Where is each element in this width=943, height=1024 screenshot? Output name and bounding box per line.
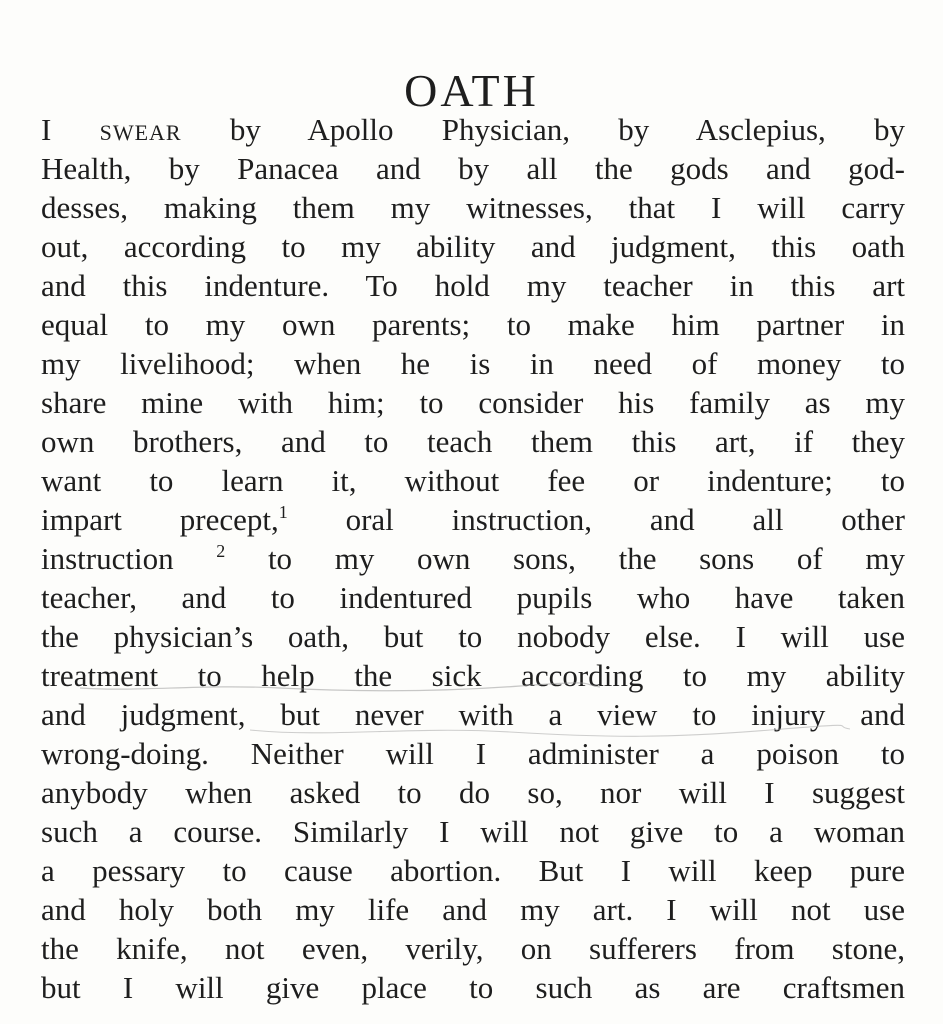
text-line-14: the physician’s oath, but to nobody else. I will use xyxy=(41,619,905,654)
intro-smallcaps: swear xyxy=(99,112,182,147)
text-line-5: and this indenture. To hold my teacher in this art xyxy=(41,268,905,303)
text-line-9: own brothers, and to teach them this art, if they xyxy=(41,424,905,459)
text-line-13: teacher, and to indentured pupils who have taken xyxy=(41,580,905,615)
text-line-17: wrong-doing. Neither will I administer a poison to xyxy=(41,736,905,771)
footnote-marker-1: 1 xyxy=(278,502,288,522)
text-line-15: treatment to help the sick according to my ability xyxy=(41,658,905,693)
intro-rest: by Apollo Physician, by Asclepius, by xyxy=(229,112,906,147)
text-line-19: such a course. Similarly I will not give to a woman xyxy=(41,814,905,849)
text-line-1 xyxy=(41,110,905,149)
page-title: OATH xyxy=(404,64,539,116)
text-line-20: a pessary to cause abortion. But I will keep pure xyxy=(41,853,905,888)
oath-text-body xyxy=(41,110,905,1007)
text-line-2: Health, by Panacea and by all the gods and god- xyxy=(41,151,905,186)
text-line-8: share mine with him; to consider his family as my xyxy=(41,385,905,420)
text-line-6: equal to my own parents; to make him partner in xyxy=(41,307,905,342)
text-line-23: but I will give place to such as are craftsmen xyxy=(41,970,905,1005)
text-line-3: desses, making them my witnesses, that I will carry xyxy=(41,190,905,225)
text-line-12 xyxy=(41,539,905,578)
precept-rest: oral instruction, and all other xyxy=(287,502,906,537)
text-line-18: anybody when asked to do so, nor will I suggest xyxy=(41,775,905,810)
text-line-4: out, according to my ability and judgment, this oath xyxy=(41,229,905,264)
text-line-16: and judgment, but never with a view to injury and xyxy=(41,697,905,732)
text-line-7: my livelihood; when he is in need of money to xyxy=(41,346,905,381)
precept-text: impart precept, xyxy=(41,502,279,537)
instruction-text: instruction xyxy=(41,541,174,576)
intro-lead: I xyxy=(41,112,52,147)
text-line-10: want to learn it, without fee or indenture; to xyxy=(41,463,905,498)
text-line-11 xyxy=(41,500,905,539)
text-line-21: and holy both my life and my art. I will not use xyxy=(41,892,905,927)
instruction-rest: to my own sons, the sons of my xyxy=(225,541,905,576)
footnote-marker-2: 2 xyxy=(216,541,226,561)
text-line-22: the knife, not even, verily, on sufferers from stone, xyxy=(41,931,905,966)
